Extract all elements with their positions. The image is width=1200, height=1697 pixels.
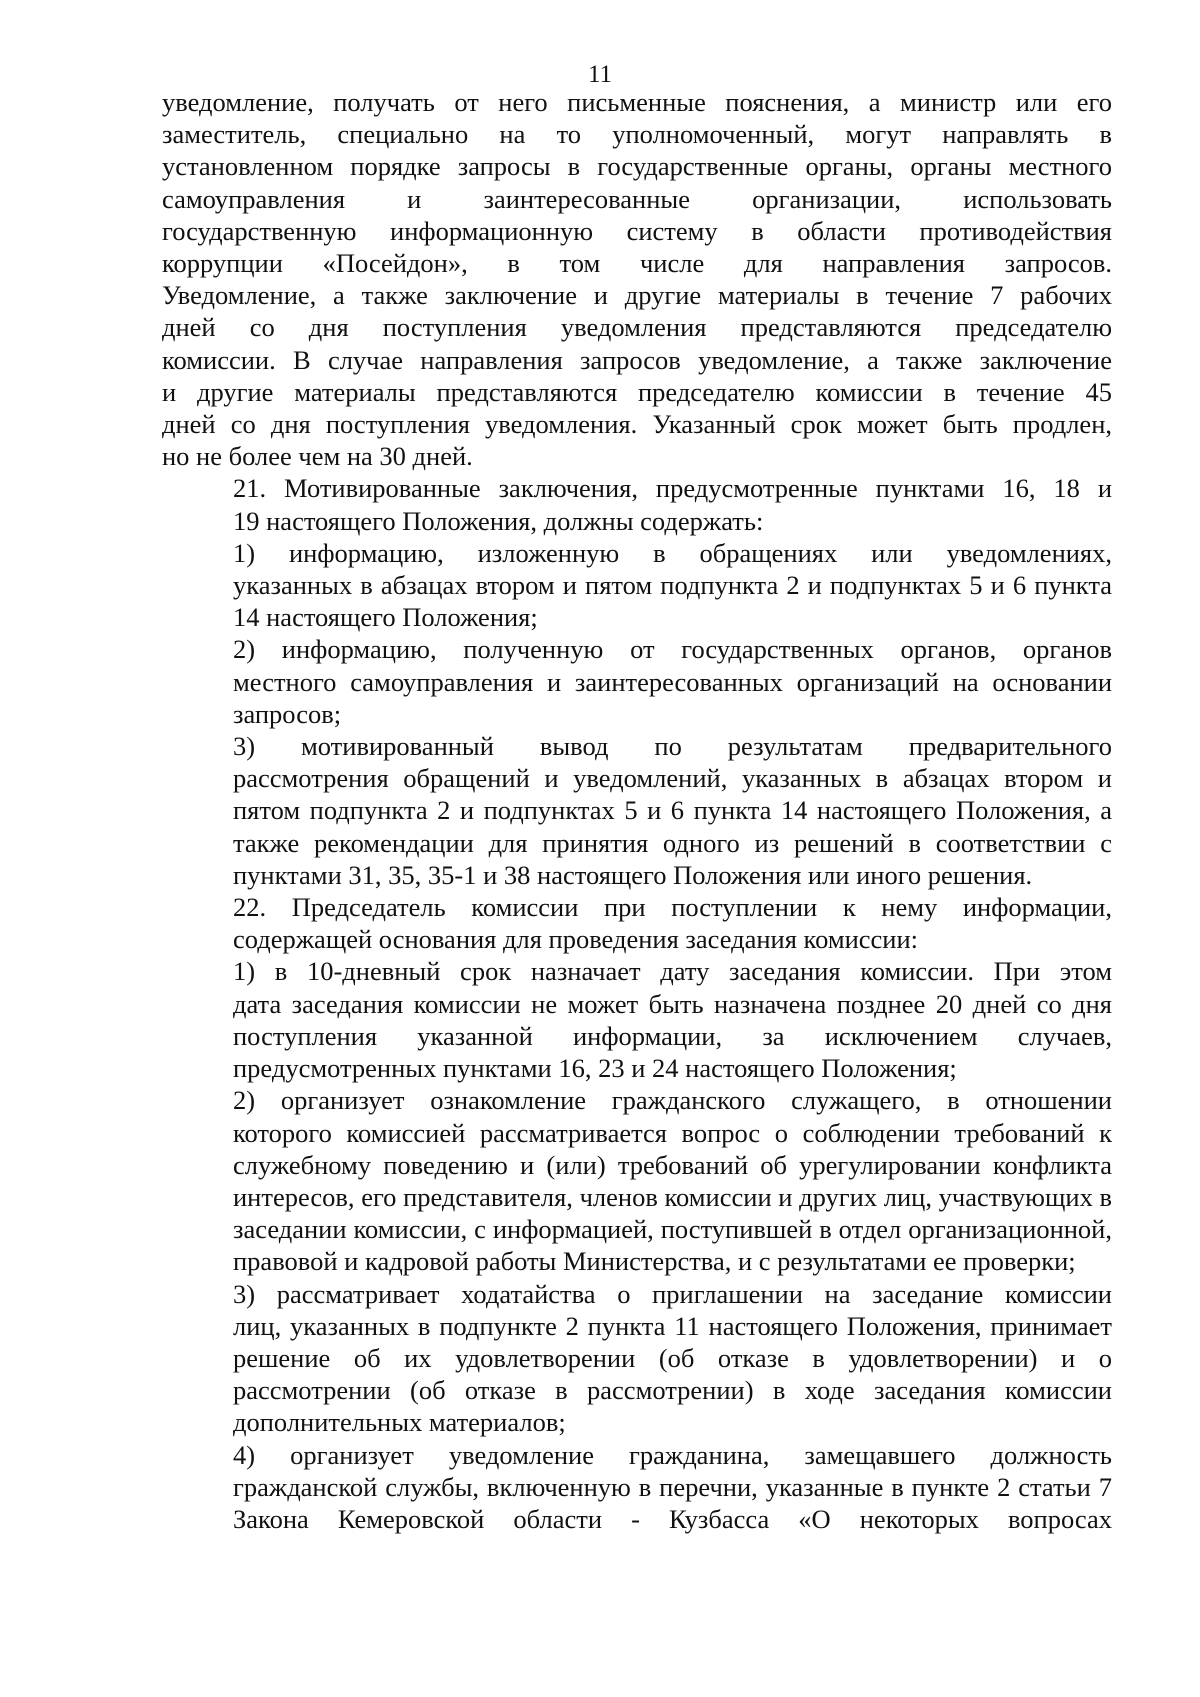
text-line: Уведомление, а также заключение и другие материалы в течение 7 рабочих bbox=[162, 280, 1112, 311]
text-line: поступления указанной информации, за исключением случаев, bbox=[233, 1020, 1112, 1051]
text-line: 1) информацию, изложенную в обращениях или уведомлениях, bbox=[233, 537, 1112, 568]
text-line: заместитель, специально на то уполномоченный, могут направлять в bbox=[162, 119, 1112, 150]
text-line: гражданской службы, включенную в перечни, указанные в пункте 2 статьи 7 bbox=[233, 1471, 1112, 1502]
text-line: содержащей основания для проведения заседания комиссии: bbox=[233, 924, 919, 955]
text-line: 1) в 10-дневный срок назначает дату заседания комиссии. При этом bbox=[233, 956, 1112, 987]
paragraph bbox=[162, 730, 1112, 891]
text-line: дополнительных материалов; bbox=[233, 1407, 566, 1438]
text-line: правовой и кадровой работы Министерства, и с результатами ее проверки; bbox=[233, 1246, 1076, 1277]
paragraph bbox=[162, 472, 1112, 536]
text-line: уведомление, получать от него письменные пояснения, а министр или его bbox=[162, 87, 1112, 117]
text-line: решение об их удовлетворении (об отказе в удовлетворении) и о bbox=[233, 1342, 1112, 1373]
text-line: дата заседания комиссии не может быть назначена позднее 20 дней со дня bbox=[233, 988, 1112, 1019]
page-number: 11 bbox=[587, 61, 613, 88]
text-line: но не более чем на 30 дней. bbox=[162, 441, 473, 472]
text-line: 2) организует ознакомление гражданского служащего, в отношении bbox=[233, 1085, 1112, 1116]
text-line: местного самоуправления и заинтересованных организаций на основании bbox=[233, 666, 1112, 697]
paragraph bbox=[162, 633, 1112, 730]
text-line: государственную информационную систему в области противодействия bbox=[162, 215, 1112, 246]
paragraph bbox=[162, 1439, 1112, 1536]
paragraph bbox=[162, 1278, 1112, 1439]
text-line: указанных в абзацах втором и пятом подпункта 2 и подпунктах 5 и 6 пункта bbox=[233, 570, 1112, 601]
text-line: 22. Председатель комиссии при поступлении к нему информации, bbox=[233, 892, 1112, 923]
text-line: 3) мотивированный вывод по результатам предварительного bbox=[233, 731, 1112, 762]
text-line: которого комиссией рассматривается вопрос о соблюдении требований к bbox=[233, 1117, 1112, 1148]
paragraph bbox=[162, 1084, 1112, 1277]
text-line: и другие материалы представляются председателю комиссии в течение 45 bbox=[162, 376, 1112, 407]
text-line: 19 настоящего Положения, должны содержать: bbox=[233, 505, 764, 536]
text-line: лиц, указанных в подпункте 2 пункта 11 настоящего Положения, принимает bbox=[233, 1310, 1112, 1341]
paragraph bbox=[162, 537, 1112, 634]
text-line: самоуправления и заинтересованные организации, использовать bbox=[162, 183, 1112, 214]
text-line: коррупции «Посейдон», в том числе для направления запросов. bbox=[162, 248, 1112, 279]
text-line: также рекомендации для принятия одного из решений в соответствии с bbox=[233, 827, 1112, 858]
text-line: рассмотрения обращений и уведомлений, указанных в абзацах втором и bbox=[233, 763, 1112, 794]
text-line: дней со дня поступления уведомления. Указанный срок может быть продлен, bbox=[162, 409, 1112, 440]
text-line: 2) информацию, полученную от государственных органов, органов bbox=[233, 634, 1112, 665]
text-line: пунктами 31, 35, 35-1 и 38 настоящего Положения или иного решения. bbox=[233, 859, 1033, 890]
text-line: дней со дня поступления уведомления представляются председателю bbox=[162, 312, 1112, 343]
paragraph bbox=[162, 891, 1112, 955]
text-line: установленном порядке запросы в государственные органы, органы местного bbox=[162, 151, 1112, 182]
text-line: пятом подпункта 2 и подпунктах 5 и 6 пункта 14 настоящего Положения, а bbox=[233, 795, 1112, 826]
text-line: рассмотрении (об отказе в рассмотрении) в ходе заседания комиссии bbox=[233, 1375, 1112, 1406]
document-body bbox=[162, 86, 1112, 1535]
text-line: запросов; bbox=[233, 698, 342, 729]
paragraph bbox=[162, 86, 1112, 472]
text-line: 14 настоящего Положения; bbox=[233, 602, 538, 633]
text-line: служебному поведению и (или) требований об урегулировании конфликта bbox=[233, 1149, 1112, 1180]
text-line: предусмотренных пунктами 16, 23 и 24 настоящего Положения; bbox=[233, 1053, 957, 1084]
text-line: Закона Кемеровской области - Кузбасса «О некоторых вопросах bbox=[233, 1503, 1112, 1534]
text-line: 4) организует уведомление гражданина, замещавшего должность bbox=[233, 1439, 1112, 1470]
paragraph bbox=[162, 955, 1112, 1084]
text-line: интересов, его представителя, членов комиссии и других лиц, участвующих в bbox=[233, 1181, 1112, 1212]
text-line: 21. Мотивированные заключения, предусмотренные пунктами 16, 18 и bbox=[233, 473, 1112, 504]
text-line: заседании комиссии, с информацией, поступившей в отдел организационной, bbox=[233, 1214, 1112, 1245]
text-line: комиссии. В случае направления запросов уведомление, а также заключение bbox=[162, 344, 1112, 375]
text-line: 3) рассматривает ходатайства о приглашении на заседание комиссии bbox=[233, 1278, 1112, 1309]
